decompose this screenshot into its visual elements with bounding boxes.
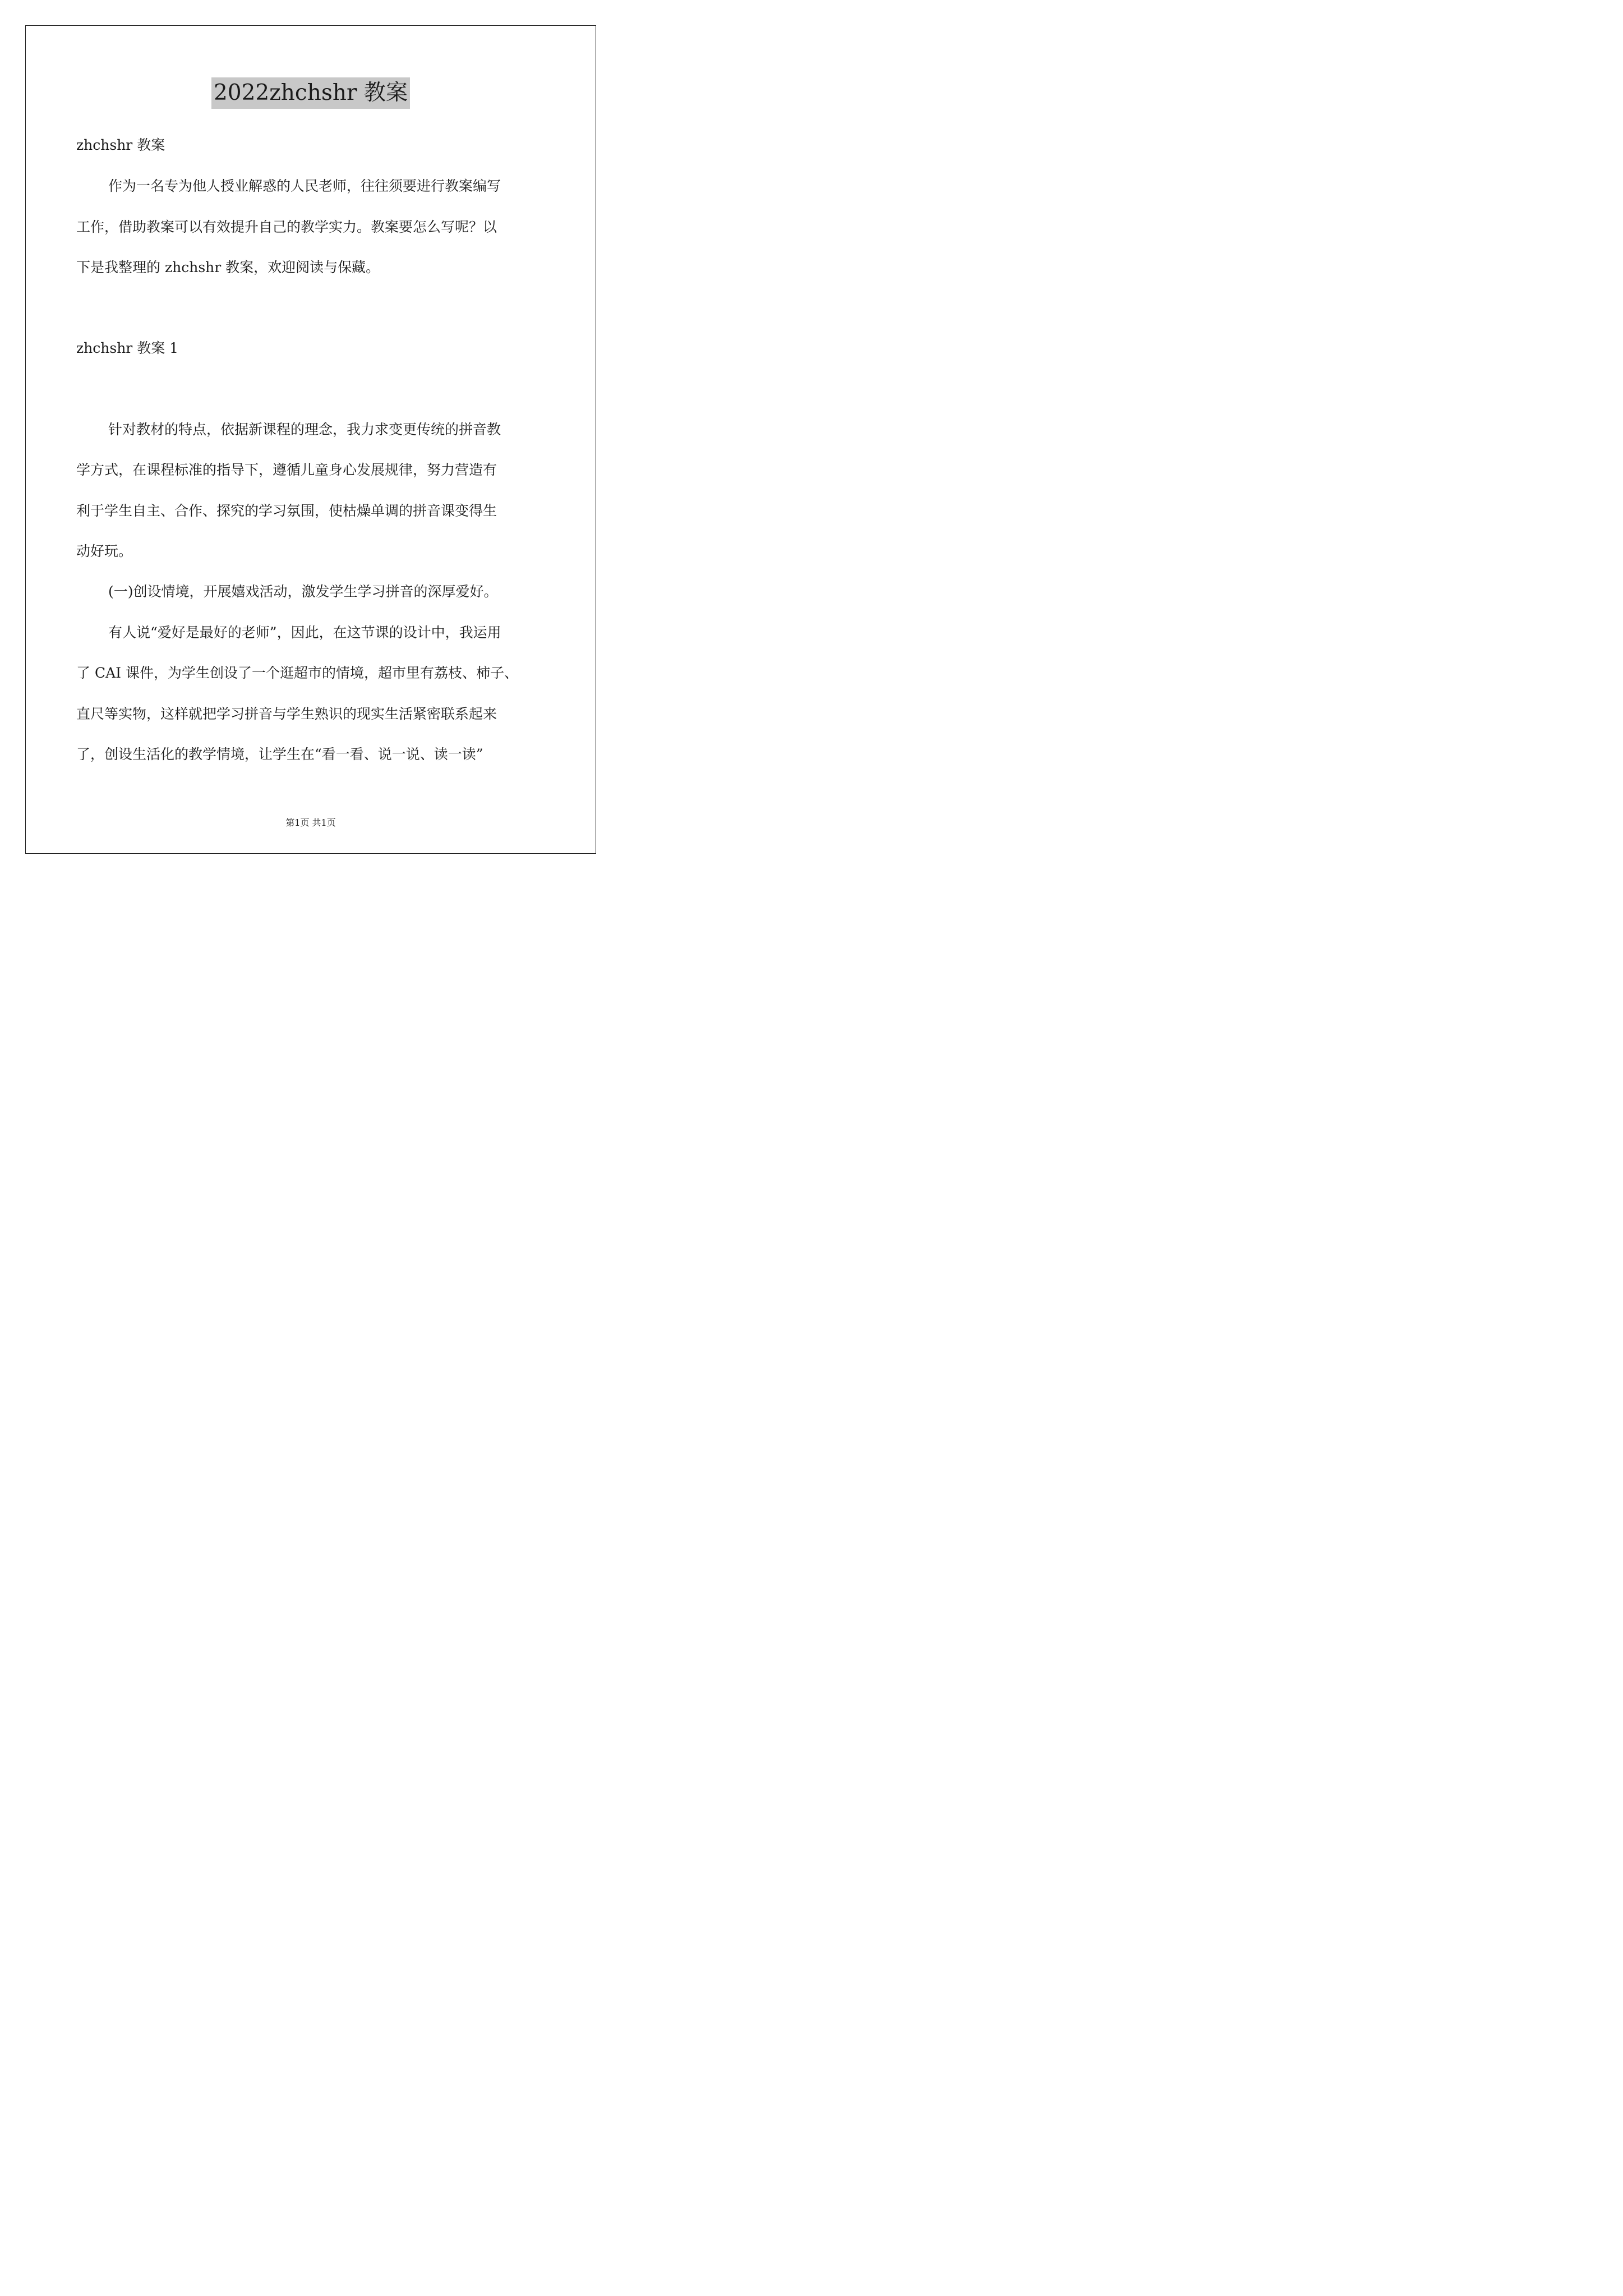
paragraph-line: 针对教材的特点，依据新课程的理念，我力求变更传统的拼音教 [108,421,501,438]
title-text: 2022zhchshr 教案 [211,77,410,109]
page-footer: 第1页 共1页 [285,817,336,828]
paragraph-line: 直尺等实物，这样就把学习拼音与学生熟识的现实生活紧密联系起来 [76,706,497,722]
subheading: zhchshr 教案 [76,137,165,153]
document-title [0,77,621,112]
paragraph-line: 作为一名专为他人授业解惑的人民老师，往往须要进行教案编写 [108,178,501,194]
paragraph-line: 下是我整理的 zhchshr 教案，欢迎阅读与保藏。 [76,259,380,275]
paragraph-line: 了 CAI 课件，为学生创设了一个逛超市的情境，超市里有荔枝、柿子、 [76,665,518,681]
section-heading: zhchshr 教案 1 [76,340,179,356]
paragraph-line: 学方式，在课程标准的指导下，遵循儿童身心发展规律，努力营造有 [76,462,497,478]
paragraph-line: 工作，借助教案可以有效提升自己的教学实力。教案要怎么写呢？以 [76,219,497,235]
paragraph-line: 利于学生自主、合作、探究的学习氛围，使枯燥单调的拼音课变得生 [76,503,497,519]
paragraph-line: 了，创设生活化的教学情境，让学生在“看一看、说一说、读一读” [76,746,483,762]
paragraph-line: 有人说“爱好是最好的老师”，因此，在这节课的设计中，我运用 [108,624,501,641]
paragraph-line: (一)创设情境，开展嬉戏活动，激发学生学习拼音的深厚爱好。 [108,583,498,600]
paragraph-line: 动好玩。 [76,543,133,559]
